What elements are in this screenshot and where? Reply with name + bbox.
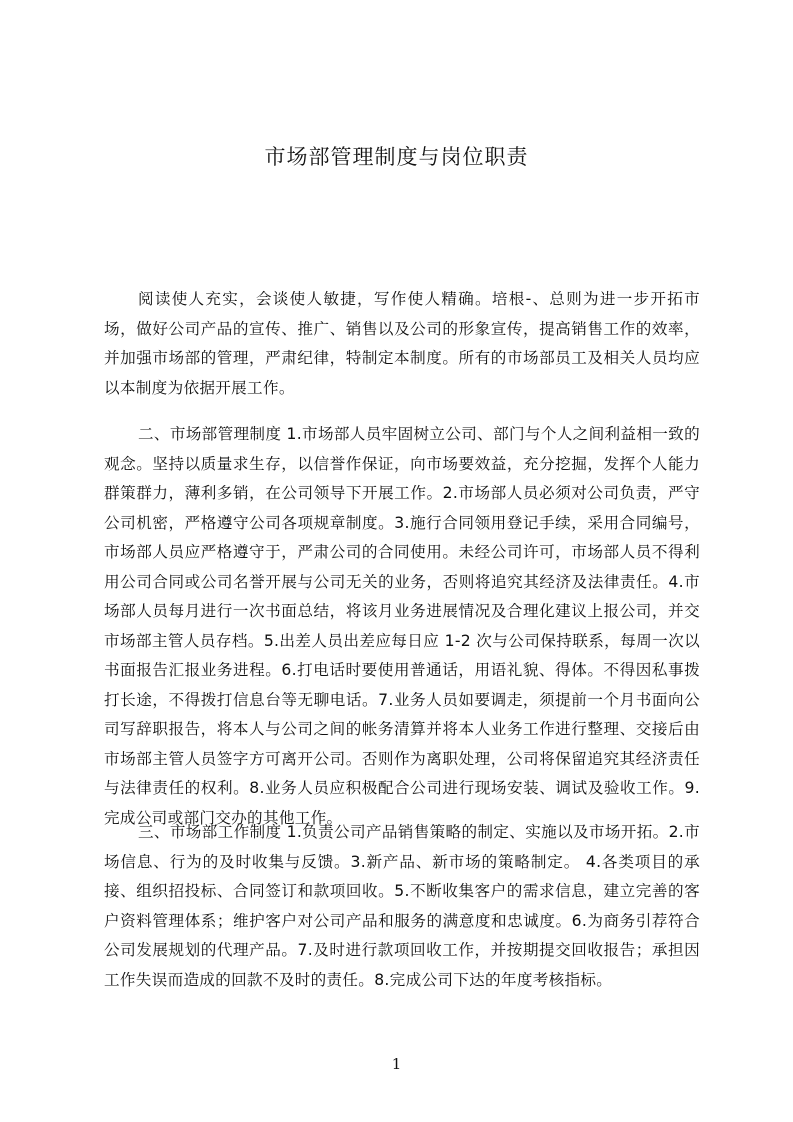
paragraph-management-rules: 二、市场部管理制度 1.市场部人员牢固树立公司、部门与个人之间利益相一致的观念。坚持以质量求生存，以信誉作保证，向市场要效益，充分挖掘，发挥个人能力群策群力，薄利多销，在公司领导下开展工作。2.市场部人员必须对公司负责，严守公司机密，严格遵守公司各项规章制度。3.施行合同领用登记手续，采用合同编号，市场部人员应严格遵守于，严肃公司的合同使用。未经公司许可，市场部人员不得利用公司合同或公司名誉开展与公司无关的业务，否则将追究其经济及法律责任。4.市场部人员每月进行一次书面总结，将该月业务进展情况及合理化建议上报公司，并交市场部主管人员存档。5.出差人员出差应每日应 1-2 次与公司保持联系，每周一次以书面报告汇报业务进程。6.打电话时要使用普通话，用语礼貌、得体。不得因私事拨打长途，不得拨打信息台等无聊电话。7.业务人员如要调走，须提前一个月书面向公司写辞职报告，将本人与公司之间的帐务清算并将本人业务工作进行整理、交接后由市场部主管人员签字方可离开公司。否则作为离职处理，公司将保留追究其经济责任与法律责任的权利。8.业务人员应积极配合公司进行现场安装、调试及验收工作。9.完成公司或部门交办的其他工作。 [104, 425, 700, 827]
paragraph-work-rules: 三、市场部工作制度 1.负责公司产品销售策略的制定、实施以及市场开拓。2.市场信息、行为的及时收集与反馈。3.新产品、新市场的策略制定。 4.各类项目的承接、组织招投标、合同签订和款项回收。5.不断收集客户的需求信息，建立完善的客户资料管理体系；维护客户对公司产品和服务的满意度和忠诚度。6.为商务引荐符合公司发展规划的代理产品。7.及时进行款项回收工作，并按期提交回收报告；承担因工作失误而造成的回款不及时的责任。8.完成公司下达的年度考核指标。 [104, 823, 700, 989]
paragraph-general-provisions: 阅读使人充实，会谈使人敏捷，写作使人精确。培根-、总则为进一步开拓市场，做好公司产品的宣传、推广、销售以及公司的形象宣传，提高销售工作的效率，并加强市场部的管理，严肃纪律，特制定本制度。所有的市场部员工及相关人员均应以本制度为依据开展工作。 [104, 290, 700, 397]
document-title: 市场部管理制度与岗位职责 [264, 145, 529, 169]
page-number: 1 [391, 1055, 402, 1073]
